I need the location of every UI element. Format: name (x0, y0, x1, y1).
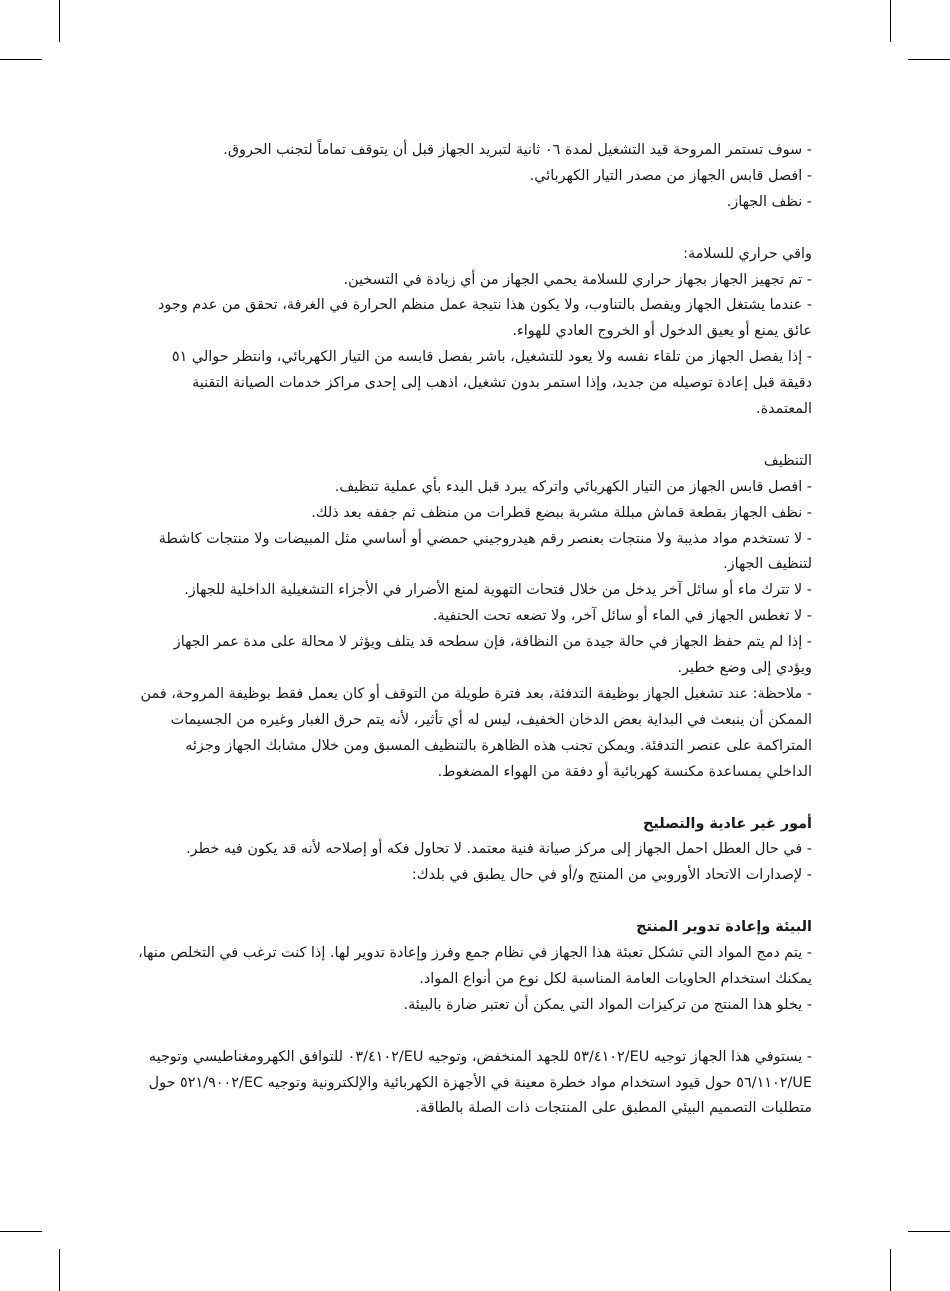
paragraph-line: - يخلو هذا المنتج من تركيزات المواد التي يمكن أن تعتبر ضارة بالبيئة. (403, 996, 812, 1013)
section-heading: واقي حراري للسلامة: (683, 245, 812, 262)
paragraph-line: - لإصدارات الاتحاد الأوروبي من المنتج و/أو في حال يطبق في بلدك: (411, 867, 812, 884)
crop-mark-bottom-right-horizontal (908, 1231, 950, 1232)
paragraph-line: - تم تجهيز الجهاز بجهاز حراري للسلامة يحمي الجهاز من أي زيادة في التسخين. (343, 271, 812, 288)
section-heading: التنظيف (763, 452, 812, 469)
section-2 (138, 449, 812, 786)
paragraph-line: - لا تترك ماء أو سائل آخر يدخل من خلال فتحات التهوية لمنع الأضرار في الأجزاء التشغيلية الداخلية للجهاز. (184, 582, 812, 599)
paragraph-line: - إذا لم يتم حفظ الجهاز في حالة جيدة من النظافة، فإن سطحه قد يتلف ويؤثر لا محالة على مدة عمر الجهاز ويؤدي إلى وضع خطير. (173, 634, 812, 677)
crop-mark-top-left-vertical (59, 0, 60, 42)
paragraph-line: - ملاحظة: عند تشغيل الجهاز بوظيفة التدفئة، بعد فترة طويلة من التوقف أو كان يعمل فقط بوظيفة المروحة، فمن الممكن أن ينبعث في البداية بعض الدخان الخفيف، ليس له أي تأثير، لأنه يتم حرق الغبار وغيره من الجسيمات المتراكمة على عنصر التدفئة. ويمكن تجنب هذه الظاهرة بالتنظيف المسبق ومن خلال مشابك الجهاز وجزئه الداخلي بمساعدة مكنسة كهربائية أو دفقة من الهواء المضغوط. (140, 686, 812, 780)
paragraph-line: - يتم دمج المواد التي تشكل تعبئة هذا الجهاز في نظام جمع وفرز وإعادة تدوير لها. إذا كنت ترغب في التخلص منها، يمكنك استخدام الحاويات العامة المناسبة لكل نوع من أنواع المواد. (138, 945, 812, 987)
paragraph-line: - افصل قابس الجهاز من مصدر التيار الكهربائي. (529, 167, 812, 184)
paragraph-line: - نظف الجهاز بقطعة قماش مبللة مشربة ببضع قطرات من منظف ثم جففه بعد ذلك. (311, 504, 812, 521)
crop-mark-bottom-left-vertical (59, 1249, 60, 1291)
paragraph-line: - عندما يشتغل الجهاز ويفصل بالتناوب، ولا يكون هذا نتيجة عمل منظم الحرارة في الغرفة، تحقق من عدم وجود عائق يمنع أو يعيق الدخول أو الخروج العادي للهواء. (157, 297, 812, 340)
crop-mark-bottom-left-horizontal (0, 1231, 42, 1232)
section-heading: البيئة وإعادة تدوير المنتج (636, 919, 812, 936)
crop-mark-top-left-horizontal (0, 59, 42, 60)
paragraph-line: - نظف الجهاز. (726, 193, 812, 210)
paragraph-line: - في حال العطل احمل الجهاز إلى مركز صيانة فنية معتمد. لا تحاول فكه أو إصلاحه لأنه قد يكون فيه خطر. (186, 841, 812, 858)
crop-mark-top-right-horizontal (908, 59, 950, 60)
section-4 (138, 915, 812, 1019)
crop-mark-bottom-right-vertical (890, 1249, 891, 1291)
paragraph-line: - لا تستخدم مواد مذيبة ولا منتجات بعنصر رقم هيدروجيني حمضي أو أساسي مثل المبيضات ولا منتجات كاشطة لتنظيف الجهاز. (158, 530, 812, 573)
paragraph-line: - لا تغطس الجهاز في الماء أو سائل آخر، ولا تضعه تحت الحنفية. (432, 608, 812, 625)
document-body (138, 138, 812, 1122)
section-0 (138, 138, 812, 216)
section-1 (138, 242, 812, 423)
paragraph-line: - يستوفي هذا الجهاز توجيه EU/٥٣/٤١٠٢ للجهد المنخفض، وتوجيه EU/٠٣/٤١٠٢ للتوافق الكهرومغناطيسي وتوجيه UE/٥٦/١١٠٢ حول قيود استخدام مواد خطرة معينة في الأجهزة الكهربائية والإلكترونية وتوجيه EC/٥٢١/٩٠٠٢ حول متطلبات التصميم البيئي المطبق على المنتجات ذات الصلة بالطاقة. (148, 1048, 812, 1117)
paragraph-line: - إذا يفصل الجهاز من تلقاء نفسه ولا يعود للتشغيل، باشر بفصل قابسه من التيار الكهربائي، وانتظر حوالي ٥١ دقيقة قبل إعادة توصيله من جديد، وإذا استمر بدون تشغيل، اذهب إلى إحدى مراكز خدمات الصيانة التقنية المعتمدة. (171, 349, 812, 418)
paragraph-line: - سوف تستمر المروحة قيد التشغيل لمدة ٠٦ ثانية لتبريد الجهاز قبل أن يتوقف تماماً لتجنب الحروق. (223, 142, 812, 158)
paragraph-line: - افصل قابس الجهاز من التيار الكهربائي واتركه يبرد قبل البدء بأي عملية تنظيف. (334, 478, 812, 495)
section-3 (138, 812, 812, 890)
section-5 (138, 1045, 812, 1123)
section-heading: أمور غير عادية والتصليح (642, 815, 812, 832)
crop-mark-top-right-vertical (890, 0, 891, 42)
